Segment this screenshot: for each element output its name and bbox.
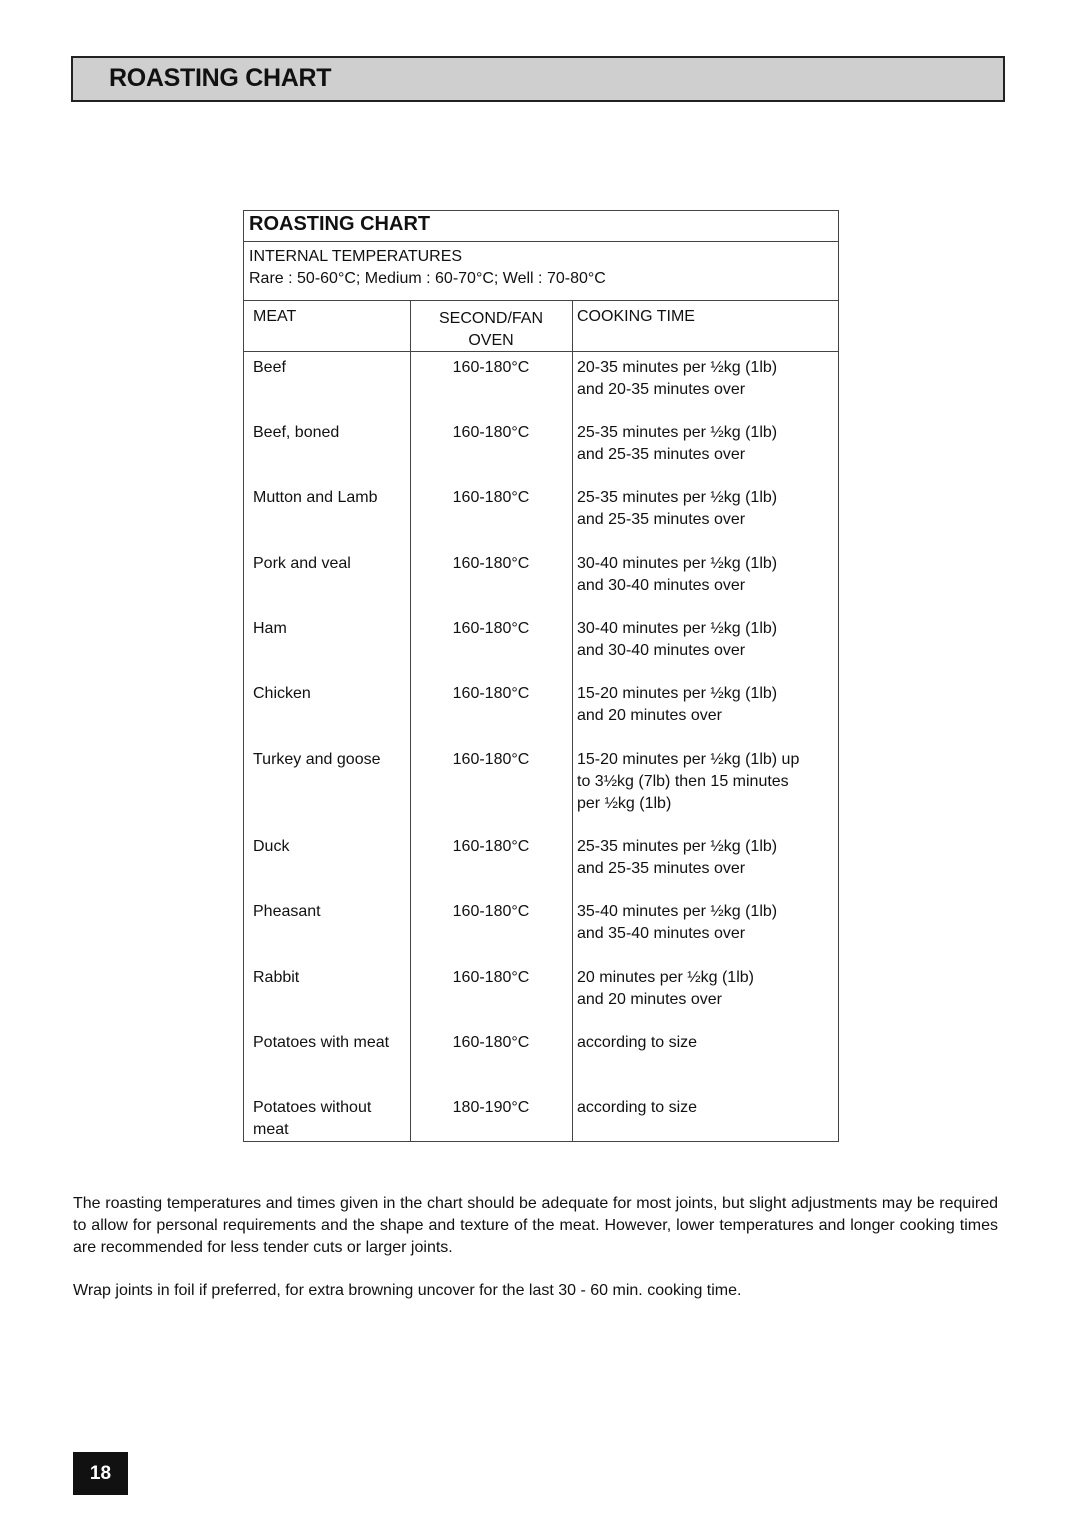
meat-cell: Potatoes with meat <box>253 1034 390 1051</box>
meat-cell: Mutton and Lamb <box>253 489 378 506</box>
cooking-time-cell <box>577 1032 837 1054</box>
cooking-time-cell <box>577 553 837 597</box>
cooking-time-line: according to size <box>577 1099 698 1116</box>
chart-title: ROASTING CHART <box>249 213 431 235</box>
internal-temperatures <box>244 242 838 301</box>
cooking-time-line: to 3½kg (7lb) then 15 minutes <box>577 773 789 790</box>
cooking-time-line: and 25-35 minutes over <box>577 446 746 463</box>
section-title: ROASTING CHART <box>109 64 332 92</box>
meat-cell: Pheasant <box>253 903 321 920</box>
meat-cell: Chicken <box>253 685 311 702</box>
oven-temp-cell: 160-180°C <box>452 489 530 506</box>
cooking-time-line: 35-40 minutes per ½kg (1lb) <box>577 903 778 920</box>
chart-title-row <box>244 211 838 242</box>
cooking-time-line: and 25-35 minutes over <box>577 860 746 877</box>
oven-temp-cell: 180-190°C <box>452 1099 530 1116</box>
meat-cell: Beef <box>253 359 286 376</box>
foil-tip-paragraph: Wrap joints in foil if preferred, for extra browning uncover for the last 30 - 60 min. cooking time. <box>73 1282 742 1299</box>
cooking-time-line: 20-35 minutes per ½kg (1lb) <box>577 359 778 376</box>
cooking-time-cell <box>577 487 837 531</box>
internal-temperatures-values: Rare : 50-60°C; Medium : 60-70°C; Well : 70-80°C <box>249 270 606 287</box>
column-headers <box>244 301 838 352</box>
cooking-time-line: 25-35 minutes per ½kg (1lb) <box>577 424 778 441</box>
column-header-oven-line1: SECOND/FAN <box>438 310 543 327</box>
note-paragraph: The roasting temperatures and times given in the chart should be adequate for most joints, but slight adjustments may be required to allow for personal requirements and the shape and texture of the meat. However, lower temperatures and longer cooking times are recommended for less tender cuts or larger joints. <box>73 1195 998 1256</box>
cooking-time-line: and 20 minutes over <box>577 991 722 1008</box>
cooking-time-line: and 30-40 minutes over <box>577 577 746 594</box>
internal-temperatures-label: INTERNAL TEMPERATURES <box>249 248 463 265</box>
cooking-time-line: 15-20 minutes per ½kg (1lb) <box>577 685 778 702</box>
column-header-oven-line2: OVEN <box>468 332 514 349</box>
oven-temp-cell: 160-180°C <box>452 555 530 572</box>
oven-temp-cell: 160-180°C <box>452 903 530 920</box>
column-divider <box>572 301 573 1141</box>
oven-temp-cell: 160-180°C <box>452 751 530 768</box>
column-header-meat: MEAT <box>253 308 297 325</box>
cooking-time-cell <box>577 967 837 1011</box>
cooking-time-line: 15-20 minutes per ½kg (1lb) up <box>577 751 800 768</box>
cooking-time-line: 25-35 minutes per ½kg (1lb) <box>577 838 778 855</box>
cooking-time-cell <box>577 836 837 880</box>
cooking-time-line: 20 minutes per ½kg (1lb) <box>577 969 754 986</box>
oven-temp-cell: 160-180°C <box>452 969 530 986</box>
oven-temp-cell: 160-180°C <box>452 685 530 702</box>
cooking-time-line: and 30-40 minutes over <box>577 642 746 659</box>
oven-temp-cell: 160-180°C <box>452 424 530 441</box>
cooking-time-line: and 35-40 minutes over <box>577 925 746 942</box>
cooking-time-cell <box>577 683 837 727</box>
column-header-oven <box>410 308 572 352</box>
cooking-time-line: per ½kg (1lb) <box>577 795 672 812</box>
cooking-time-line: and 20-35 minutes over <box>577 381 746 398</box>
oven-temp-cell: 160-180°C <box>452 1034 530 1051</box>
section-header <box>71 56 1005 102</box>
cooking-time-line: 30-40 minutes per ½kg (1lb) <box>577 555 778 572</box>
cooking-time-line: according to size <box>577 1034 698 1051</box>
column-header-cooking-time: COOKING TIME <box>577 308 695 325</box>
oven-temp-cell: 160-180°C <box>452 620 530 637</box>
cooking-time-cell <box>577 357 837 401</box>
page-number: 18 <box>73 1452 128 1495</box>
meat-cell: Ham <box>253 620 287 637</box>
meat-cell: Beef, boned <box>253 424 340 441</box>
cooking-time-line: 30-40 minutes per ½kg (1lb) <box>577 620 778 637</box>
oven-temp-cell: 160-180°C <box>452 359 530 376</box>
meat-cell: Duck <box>253 838 290 855</box>
meat-cell: Pork and veal <box>253 555 351 572</box>
cooking-time-cell <box>577 422 837 466</box>
cooking-time-line: 25-35 minutes per ½kg (1lb) <box>577 489 778 506</box>
cooking-time-line: and 25-35 minutes over <box>577 511 746 528</box>
cooking-time-cell <box>577 901 837 945</box>
meat-cell: Potatoes without meat <box>253 1099 372 1138</box>
meat-cell: Rabbit <box>253 969 300 986</box>
meat-cell: Turkey and goose <box>253 751 381 768</box>
cooking-time-cell <box>577 1097 837 1119</box>
cooking-time-cell <box>577 618 837 662</box>
oven-temp-cell: 160-180°C <box>452 838 530 855</box>
cooking-time-line: and 20 minutes over <box>577 707 722 724</box>
roasting-chart-table <box>243 210 839 1142</box>
cooking-time-cell <box>577 749 837 815</box>
